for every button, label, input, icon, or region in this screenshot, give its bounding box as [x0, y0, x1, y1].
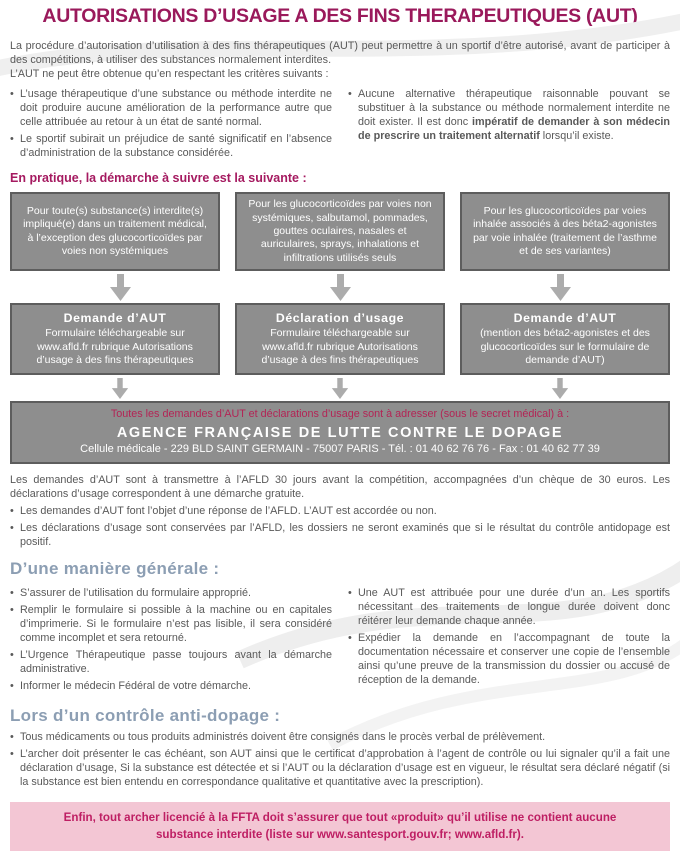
- flow-box-title: Demande d’AUT: [513, 310, 617, 325]
- flow-row-conditions: [10, 192, 670, 271]
- down-arrow-icon: [550, 378, 570, 399]
- list-item: • Expédier la demande en l’accompagnant de toute la documentation nécessaire et conserver une copie de l’ensemble ainsi qu’une preuve de la transmission du dossier ou accusé de réception de la demande.: [348, 631, 670, 687]
- intro-line-1: La procédure d’autorisation d’utilisation à des fins thérapeutiques (AUT) peut permettre à un sportif d’être autorisé, avant de participer à des compétitions, à utiliser des substances normalement interdites.: [10, 40, 670, 67]
- list-item: • Les demandes d’AUT font l’objet d’une réponse de l’AFLD. L’AUT est accordée ou non.: [10, 504, 670, 518]
- list-item: • Une AUT est attribuée pour une durée d’un an. Les sportifs nécessitant des traitements de longue durée doivent donc réitérer leur demande chaque année.: [348, 586, 670, 628]
- control-heading: Lors d’un contrôle anti-dopage :: [10, 706, 281, 726]
- flow-box-body: Formulaire téléchargeable sur www.afld.fr rubrique Autorisations d’usage à des fins thérapeutiques: [36, 327, 194, 366]
- list-item: • L’archer doit présenter le cas échéant, son AUT ainsi que le certificat d’approbation à l’agent de contrôle ou lui signaler qu’il a fait une déclaration d’usage, Si la substance est détectée et si l’AUT ou la déclaration d’usage est en vigueur, le résultat sera déclaré négatif (si la substance est bien entendu en correspondance qualitative et quantitative avec la prescription).: [10, 747, 670, 789]
- flow-heading: En pratique, la démarche à suivre est la suivante :: [10, 171, 307, 186]
- intro-line-2: L’AUT ne peut être obtenue qu’en respectant les critères suivants :: [10, 68, 329, 81]
- agency-address: Cellule médicale - 229 BLD SAINT GERMAIN - 75007 PARIS - Tél. : 01 40 62 76 76 - Fax : 01 40 62 77 39: [80, 443, 600, 455]
- criteria-text: Aucune alternative thérapeutique raisonnable pouvant se substituer à la substance ou méthode normalement interdite ne doit exister. Il est donc: [358, 88, 670, 129]
- general-section: [10, 583, 670, 696]
- criteria-text: lorsqu’il existe.: [539, 130, 614, 143]
- criteria-bold-text: impératif de demander à son médecin de prescrire un traitement alternatif: [358, 116, 670, 143]
- list-item: • L’Urgence Thérapeutique passe toujours avant la démarche administrative.: [10, 648, 332, 676]
- down-arrow-icon: [330, 378, 350, 399]
- criteria-item: • Le sportif subirait un préjudice de santé significatif en l’absence d’administration de la substance considérée.: [10, 132, 332, 160]
- page-title: AUTORISATIONS D’USAGE A DES FINS THERAPEUTIQUES (AUT): [42, 5, 638, 27]
- flow-box-demande-aut-1: [10, 303, 220, 375]
- down-arrow-icon: [110, 378, 130, 399]
- general-heading: D’une manière générale :: [10, 559, 220, 579]
- document-body: [0, 39, 680, 851]
- criteria-column-right: [348, 84, 670, 163]
- flow-arrows-row-1: [10, 274, 670, 301]
- flow-box-body: Formulaire téléchargeable sur www.afld.fr rubrique Autorisations d’usage à des fins thérapeutiques: [261, 327, 419, 366]
- criteria-column-left: [10, 84, 332, 163]
- footer-notice: Enfin, tout archer licencié à la FFTA doit s’assurer que tout «produit» qu’il utilise ne contient aucune substance interdite (liste sur www.santesport.gouv.fr; www.afld.fr).: [10, 802, 670, 850]
- down-arrow-icon: [549, 274, 572, 301]
- list-item: • Informer le médecin Fédéral de votre démarche.: [10, 679, 332, 693]
- flow-box-body: (mention des béta2-agonistes et des glucocorticoïdes sur le formulaire de demande d’AUT): [480, 327, 650, 366]
- after-flow-list: [10, 504, 670, 549]
- flow-box-demande-aut-2: [460, 303, 670, 375]
- flow-arrows-row-2: [10, 378, 670, 399]
- agency-name: AGENCE FRANÇAISE DE LUTTE CONTRE LE DOPAGE: [116, 424, 564, 441]
- general-column-right: [348, 583, 670, 696]
- criteria-item: [348, 87, 670, 143]
- general-column-left: [10, 583, 332, 696]
- list-item: • Les déclarations d’usage sont conservées par l’AFLD, les dossiers ne seront examinés que si le résultat du contrôle antidopage est positif.: [10, 521, 670, 549]
- agency-intro-line: Toutes les demandes d’AUT et déclarations d’usage sont à adresser (sous le secret médical) à :: [110, 407, 570, 420]
- intro-paragraph: [10, 39, 670, 81]
- flow-box-substances: Pour toute(s) substance(s) interdite(s) impliqué(e) dans un traitement médical, à l’exception des glucocorticoïdes par voies non systémiques: [10, 192, 220, 271]
- after-flow-paragraph: Les demandes d’AUT sont à transmettre à l’AFLD 30 jours avant la compétition, accompagnées d’un chèque de 30 euros. Les déclarations d’usage correspondent à une démarche gratuite.: [10, 473, 670, 500]
- flow-box-glucocorticoides-inhales: Pour les glucocorticoïdes par voies inhalée associés à des béta2-agonistes par voie inhalée (traitement de l’asthme et de ses variantes): [460, 192, 670, 271]
- flow-box-declaration-usage: [235, 303, 445, 375]
- flow-row-procedures: [10, 303, 670, 375]
- criteria-item: • L’usage thérapeutique d’une substance ou méthode interdite ne doit produire aucune amélioration de la performance autre que celle attribuée au retour à un état de santé normal.: [10, 87, 332, 129]
- list-item: • Tous médicaments ou tous produits administrés doivent être consignés dans le procès verbal de prélèvement.: [10, 730, 670, 744]
- down-arrow-icon: [329, 274, 352, 301]
- down-arrow-icon: [109, 274, 132, 301]
- list-item: • Remplir le formulaire si possible à la machine ou en capitales d’imprimerie. Si le formulaire n’est pas lisible, il sera considéré comme incomplet et sera retourné.: [10, 603, 332, 645]
- flow-box-title: Demande d’AUT: [63, 310, 167, 325]
- list-item: • S’assurer de l’utilisation du formulaire approprié.: [10, 586, 332, 600]
- flow-box-glucocorticoides-non-systemiques: Pour les glucocorticoïdes par voies non systémiques, salbutamol, pommades, gouttes oculaires, nasales et auriculaires, sprays, inhalations et infiltrations utilisés seuls: [235, 192, 445, 271]
- criteria-section: [10, 84, 670, 163]
- flow-box-title: Déclaration d’usage: [275, 310, 405, 325]
- agency-address-box: [10, 401, 670, 464]
- control-list: [10, 730, 670, 789]
